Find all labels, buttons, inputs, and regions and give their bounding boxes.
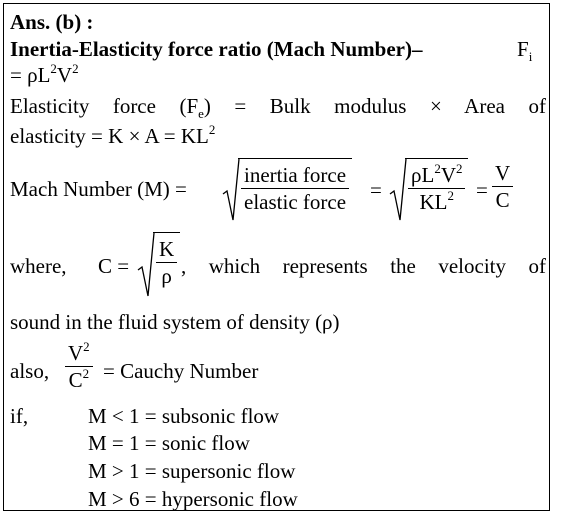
fi-symbol: $F_i$ — [517, 37, 533, 64]
frac-inertia-force: inertia force — [241, 162, 349, 189]
cauchy-fraction: $\frac{V^2}{C^2}$ — [65, 340, 93, 393]
density-ratio-sqrt — [389, 158, 468, 215]
v-over-c-fraction: $\frac{V}{C}$ — [492, 160, 513, 213]
c-sqrt-k-over-rho: $\frac{K}{\rho}$ — [137, 232, 180, 289]
equals-sign-2: = — [476, 178, 488, 202]
c-equals: C = — [98, 254, 130, 278]
also-label: also, — [10, 359, 50, 383]
fi-equation: = $\rho L^2V^2$ — [10, 61, 79, 87]
frac-k-l2: $KL^2$ — [419, 188, 454, 214]
mach-label: Mach Number (M) = — [10, 177, 187, 201]
condition-supersonic: M > 1 = supersonic flow — [88, 459, 296, 483]
condition-sonic: M = 1 = sonic flow — [88, 431, 250, 455]
answer-label: Ans. (b) : — [10, 10, 94, 34]
elasticity-equation: elasticity = $K \times A = KL^2$ — [10, 122, 216, 148]
section-heading: Inertia-Elasticity force ratio (Mach Number)– — [10, 37, 423, 61]
mach-ratio-sqrt — [222, 158, 352, 215]
equals-sign-1: = — [370, 178, 382, 202]
where-label: where, — [10, 254, 67, 278]
frac-rho-l2-v2: $\rho L^2V^2$ — [408, 162, 465, 189]
if-label: if, — [10, 404, 29, 428]
cauchy-number-label: = Cauchy Number — [103, 359, 259, 383]
condition-hypersonic: M > 6 = hypersonic flow — [88, 487, 298, 511]
frac-elastic-force: elastic force — [244, 190, 347, 214]
velocity-description: , which represents the velocity of — [181, 254, 546, 278]
condition-subsonic: M < 1 = subsonic flow — [88, 404, 280, 428]
elasticity-force-line: Elasticity force $(F_e)$ = Bulk modulus × Area of — [10, 94, 546, 121]
sound-description: sound in the fluid system of density (ρ) — [10, 310, 340, 334]
